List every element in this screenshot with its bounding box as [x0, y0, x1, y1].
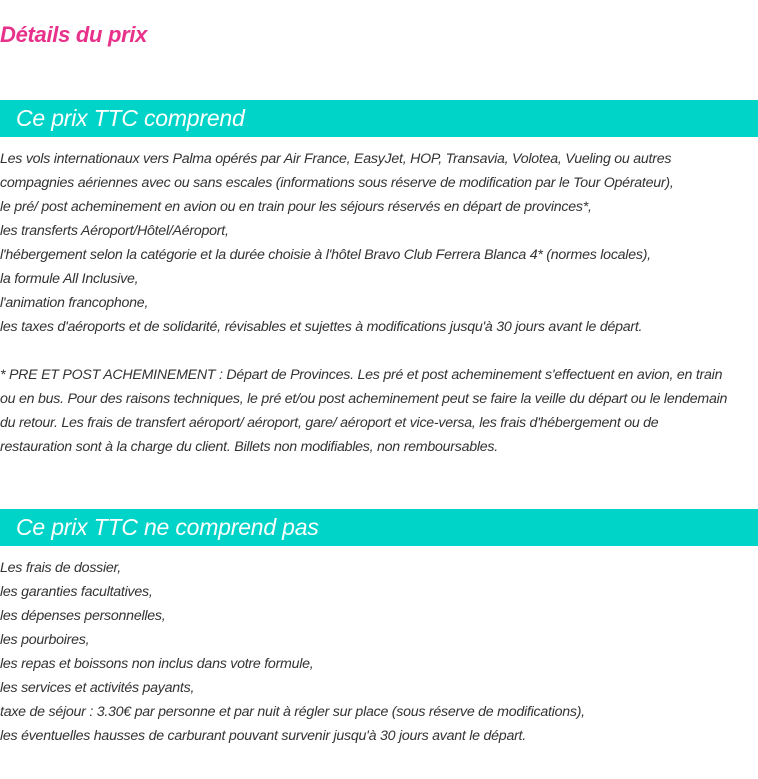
list-item: l'animation francophone, [0, 295, 149, 311]
page-title: Détails du prix [0, 22, 148, 47]
list-item: l'hébergement selon la catégorie et la durée choisie à l'hôtel Bravo Club Ferrera Blanca 4* (normes locales), [0, 247, 651, 263]
list-item: compagnies aériennes avec ou sans escales (informations sous réserve de modification par le Tour Opérateur), [0, 175, 674, 191]
note-line: restauration sont à la charge du client. Billets non modifiables, non remboursables. [0, 439, 498, 455]
excludes-heading: Ce prix TTC ne comprend pas [0, 509, 758, 546]
list-item: le pré/ post acheminement en avion ou en train pour les séjours réservés en départ de provinces*, [0, 199, 592, 215]
list-item: la formule All Inclusive, [0, 271, 139, 287]
note-line: ou en bus. Pour des raisons techniques, le pré et/ou post acheminement peut se faire la veille du départ ou le lendemain [0, 391, 728, 407]
excludes-list [0, 556, 750, 748]
list-item: Les frais de dossier, [0, 560, 121, 576]
list-item: les éventuelles hausses de carburant pouvant survenir jusqu'à 30 jours avant le départ. [0, 728, 526, 744]
list-item: taxe de séjour : 3.30€ par personne et par nuit à régler sur place (sous réserve de modifications), [0, 704, 585, 720]
list-item: les services et activités payants, [0, 680, 195, 696]
list-item: les pourboires, [0, 632, 90, 648]
list-item: les taxes d'aéroports et de solidarité, révisables et sujettes à modifications jusqu'à 30 jours avant le départ. [0, 319, 643, 335]
list-item: Les vols internationaux vers Palma opérés par Air France, EasyJet, HOP, Transavia, Volotea, Vueling ou autres [0, 151, 672, 167]
list-item: les repas et boissons non inclus dans votre formule, [0, 656, 314, 672]
includes-heading: Ce prix TTC comprend [0, 100, 758, 137]
list-item: les transferts Aéroport/Hôtel/Aéroport, [0, 223, 229, 239]
list-item: les dépenses personnelles, [0, 608, 166, 624]
includes-list [0, 147, 750, 339]
note-line: * PRE ET POST ACHEMINEMENT : Départ de Provinces. Les pré et post acheminement s'effectuent en avion, en train [0, 367, 723, 383]
note-line: du retour. Les frais de transfert aéroport/ aéroport, gare/ aéroport et vice-versa, les frais d'hébergement ou de [0, 415, 659, 431]
acheminement-note [0, 363, 750, 459]
list-item: les garanties facultatives, [0, 584, 153, 600]
